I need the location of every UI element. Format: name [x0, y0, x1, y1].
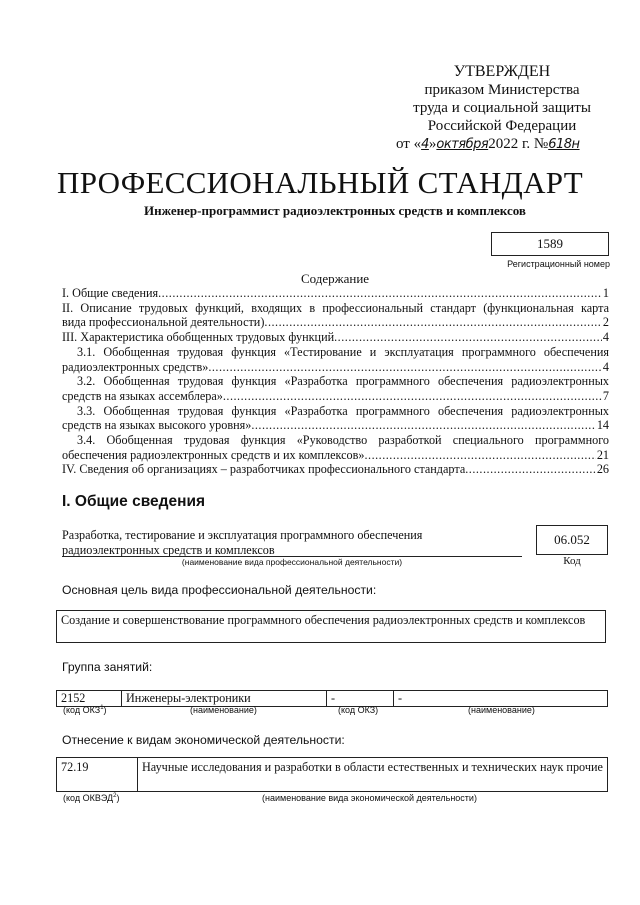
okz-code-1: 2152	[57, 691, 122, 707]
toc-item-text: II. Описание трудовых функций, входящих в профессиональный стандарт (функциональная карта	[62, 300, 609, 315]
toc-item-text: радиоэлектронных средств»	[62, 359, 209, 374]
group-label: Группа занятий:	[62, 660, 153, 674]
toc-item-text: средств на языках ассемблера»	[62, 388, 223, 403]
approval-block	[392, 63, 612, 154]
table-row	[57, 758, 608, 792]
toc-item-text: средств на языках высокого уровня»	[62, 418, 252, 433]
okz-code-caption: (код ОКЗ$^1$)	[63, 705, 107, 715]
toc-item-text: обеспечения радиоэлектронных средств и их комплексов»	[62, 447, 365, 462]
okved-name-caption: (наименование вида экономической деятельности)	[262, 793, 477, 803]
activity-kind-caption: (наименование вида профессиональной деятельности)	[181, 557, 403, 567]
toc-page-number: 7	[602, 388, 609, 403]
goal-label: Основная цель вида профессиональной деятельности:	[62, 583, 377, 597]
toc-item-text: I. Общие сведения	[62, 286, 159, 300]
date-mid: »	[428, 136, 437, 152]
toc-item-3-1[interactable]	[62, 345, 609, 374]
approval-line-3: труда и социальной защиты	[413, 100, 591, 116]
toc-item-i[interactable]	[62, 286, 609, 301]
approval-line-2: приказом Министерства	[424, 82, 580, 98]
toc-leader	[158, 286, 602, 301]
toc-item-ii[interactable]	[62, 301, 609, 330]
date-prefix: от «	[396, 136, 422, 152]
toc-leader	[264, 315, 602, 330]
toc-page-number: 14	[596, 418, 609, 433]
toc-leader	[223, 389, 602, 404]
toc-item-text: вида профессиональной деятельности)	[62, 315, 265, 330]
toc-leader	[334, 330, 602, 345]
registration-number-label: Регистрационный номер	[507, 259, 610, 269]
handwritten-month: октября	[436, 137, 489, 152]
okz-name-caption-2: (наименование)	[468, 705, 535, 715]
toc-item-text: III. Характеристика обобщенных трудовых функций	[62, 330, 335, 345]
toc-leader	[251, 418, 596, 433]
date-year: 2022 г. №	[488, 136, 549, 152]
approval-line-4: Российской Федерации	[427, 118, 577, 134]
toc-item-3-2[interactable]	[62, 374, 609, 403]
okved-name: Научные исследования и разработки в области естественных и технических наук прочие	[138, 758, 608, 792]
okved-label: Отнесение к видам экономической деятельности:	[62, 733, 345, 747]
toc-leader	[208, 360, 602, 375]
toc-item-text: IV. Сведения об организациях – разработчиках профессионального стандарта	[62, 462, 466, 477]
page-title: ПРОФЕССИОНАЛЬНЫЙ СТАНДАРТ	[57, 165, 583, 200]
toc-page-number: 4	[602, 330, 609, 345]
toc-item-3-4[interactable]	[62, 433, 609, 462]
toc-item-text: 3.2. Обобщенная трудовая функция «Разработка программного обеспечения радиоэлектронных	[77, 374, 609, 389]
handwritten-number: 618н	[548, 137, 580, 152]
toc-page-number: 1	[602, 286, 609, 300]
section-heading: I. Общие сведения	[62, 493, 206, 510]
okz-name-1: Инженеры-электроники	[122, 691, 327, 707]
table-of-contents	[62, 286, 609, 477]
okz-code-2: -	[327, 691, 394, 707]
toc-page-number: 2	[602, 315, 609, 330]
activity-kind-name: Разработка, тестирование и эксплуатация программного обеспечения радиоэлектронных средств и комплексов	[62, 528, 423, 557]
activity-code-caption: Код	[563, 555, 581, 567]
goal-box: Создание и совершенствование программного обеспечения радиоэлектронных средств и комплексов	[56, 610, 606, 643]
okz-name-2: -	[394, 691, 608, 707]
toc-page-number: 26	[596, 462, 609, 477]
okved-code-caption: (код ОКВЭД$^2$)	[63, 793, 120, 803]
okz-name-caption: (наименование)	[190, 705, 257, 715]
toc-item-iii[interactable]	[62, 330, 609, 345]
toc-leader	[465, 462, 596, 477]
page-subtitle: Инженер-программист радиоэлектронных средств и комплексов	[144, 203, 526, 218]
toc-item-text: 3.4. Обобщенная трудовая функция «Руководство разработкой специального программного	[77, 433, 609, 448]
toc-page-number: 4	[602, 359, 609, 374]
activity-code-box: 06.052	[536, 525, 608, 555]
registration-number-box: 1589	[491, 232, 609, 256]
toc-page-number: 21	[596, 447, 609, 462]
toc-item-3-3[interactable]	[62, 404, 609, 433]
toc-heading: Содержание	[300, 271, 370, 286]
handwritten-day: 4	[421, 137, 429, 152]
approval-title: УТВЕРЖДЕН	[453, 63, 551, 80]
approval-date-line	[392, 135, 612, 154]
toc-item-text: 3.3. Обобщенная трудовая функция «Разработка программного обеспечения радиоэлектронных	[77, 403, 609, 418]
okved-code: 72.19	[57, 758, 138, 792]
toc-item-text: 3.1. Обобщенная трудовая функция «Тестирование и эксплуатация программного обеспечения	[77, 344, 609, 359]
toc-item-iv[interactable]	[62, 462, 609, 477]
okved-table	[56, 757, 608, 792]
okz-code-caption-2: (код ОКЗ)	[338, 705, 379, 715]
toc-leader	[364, 448, 595, 463]
